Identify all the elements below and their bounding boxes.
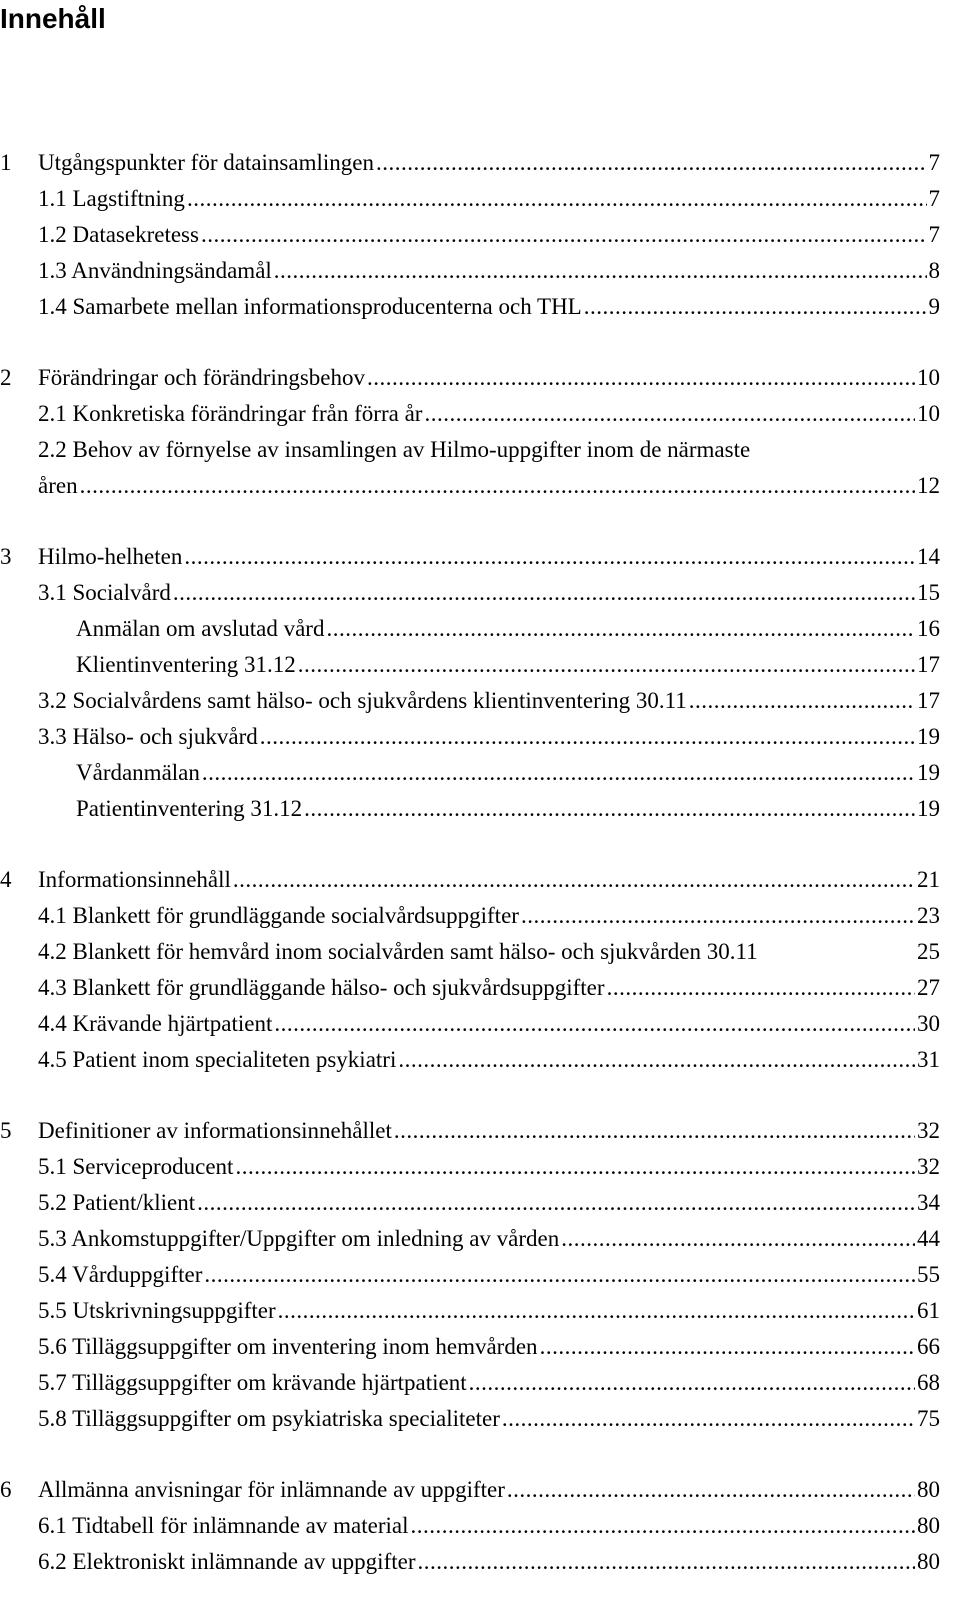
- toc-entry-body: [38, 1365, 940, 1401]
- toc-entry[interactable]: [0, 862, 940, 898]
- toc-entry-title: 5.6 Tilläggsuppgifter om inventering inom hemvården: [38, 1334, 538, 1359]
- toc-entry-body: [38, 1006, 940, 1042]
- toc-entry-title: 1.1 Lagstiftning: [38, 186, 185, 211]
- toc-entry-title: 5.8 Tilläggsuppgifter om psykiatriska specialiteter: [38, 1406, 500, 1431]
- toc-entry-body: [38, 360, 940, 396]
- toc-entry-body: [38, 217, 940, 253]
- toc-entry[interactable]: [0, 934, 940, 970]
- toc-dot-leader: [298, 647, 915, 683]
- toc-page-number: 30: [917, 1011, 940, 1036]
- toc-dot-leader: [376, 145, 927, 181]
- toc-dot-leader: [507, 1472, 915, 1508]
- toc-entry-title: Förändringar och förändringsbehov: [38, 365, 366, 390]
- toc-dot-leader: [173, 575, 915, 611]
- toc-dot-leader: [418, 1544, 916, 1580]
- toc-entry-body: [38, 862, 940, 898]
- toc-page-number: 80: [917, 1477, 940, 1502]
- toc-entry[interactable]: [0, 1149, 940, 1185]
- toc-page-number: 66: [917, 1334, 940, 1359]
- toc-entry-title: 4.5 Patient inom specialiteten psykiatri: [38, 1047, 397, 1072]
- toc-entry[interactable]: [0, 898, 940, 934]
- toc-entry-body: [38, 970, 940, 1006]
- toc-entry-body: [38, 432, 750, 468]
- toc-entry-title: 2.2 Behov av förnyelse av insamlingen av Hilmo-uppgifter inom de närmaste: [38, 437, 751, 462]
- toc-entry-body: [76, 647, 940, 683]
- toc-dot-leader: [561, 1221, 915, 1257]
- toc-page-number: 55: [917, 1262, 940, 1287]
- toc-page-number: 19: [917, 760, 940, 785]
- toc-page-number: 7: [928, 186, 940, 211]
- toc-chapter-number: 1: [0, 150, 12, 175]
- toc-entry-body: [38, 1472, 940, 1508]
- toc-dot-leader: [394, 1113, 915, 1149]
- toc-entry-title: Hilmo-helheten: [38, 544, 183, 569]
- toc-page-number: 25: [917, 939, 940, 964]
- toc-entry-body: [38, 1185, 940, 1221]
- toc-entry-title: Allmänna anvisningar för inlämnande av uppgifter: [38, 1477, 505, 1502]
- toc-page-number: 31: [917, 1047, 940, 1072]
- toc-entry-body: [38, 683, 940, 719]
- toc-dot-leader: [469, 1365, 915, 1401]
- page-title: Innehåll: [0, 3, 106, 34]
- toc-entry[interactable]: [0, 575, 940, 611]
- toc-entry[interactable]: [0, 755, 940, 791]
- toc-page-number: 68: [917, 1370, 940, 1395]
- toc-entry[interactable]: [0, 217, 940, 253]
- toc-entry[interactable]: [0, 468, 940, 504]
- toc-dot-leader: [398, 1042, 915, 1078]
- toc-entry-title: 4.4 Krävande hjärtpatient: [38, 1011, 273, 1036]
- toc-chapter-number: 5: [0, 1118, 12, 1143]
- toc-entry-title: 2.1 Konkretiska förändringar från förra år: [38, 401, 423, 426]
- toc-dot-leader: [80, 468, 915, 504]
- toc-entry-title: Vårdanmälan: [76, 760, 200, 785]
- toc-entry-body: [38, 719, 940, 755]
- toc-dot-leader: [204, 1257, 915, 1293]
- toc-page-number: 7: [928, 150, 940, 175]
- toc-page-number: 12: [917, 473, 940, 498]
- toc-entry[interactable]: [0, 253, 940, 289]
- toc-entry-body: [38, 145, 940, 181]
- toc-entry-title: 4.2 Blankett för hemvård inom socialvården samt hälso- och sjukvården 30.11: [38, 939, 758, 964]
- toc-dot-leader: [202, 755, 915, 791]
- table-of-contents: [0, 145, 940, 1580]
- toc-dot-leader: [260, 719, 915, 755]
- toc-dot-leader: [607, 970, 915, 1006]
- toc-entry-body: [76, 611, 940, 647]
- toc-entry[interactable]: [0, 1329, 940, 1365]
- toc-entry[interactable]: [0, 1257, 940, 1293]
- toc-entry-title: 1.4 Samarbete mellan informationsproducenterna och THL: [38, 294, 582, 319]
- toc-page-number: 80: [917, 1549, 940, 1574]
- toc-dot-leader: [274, 253, 927, 289]
- toc-page-number: 9: [928, 294, 940, 319]
- toc-entry[interactable]: [0, 181, 940, 217]
- toc-dot-leader: [274, 1006, 915, 1042]
- toc-entry-title: 5.4 Vårduppgifter: [38, 1262, 203, 1287]
- toc-dot-leader: [233, 862, 915, 898]
- toc-page-number: 61: [917, 1298, 940, 1323]
- toc-entry[interactable]: [0, 683, 940, 719]
- toc-entry[interactable]: [0, 1185, 940, 1221]
- toc-page-number: 32: [917, 1154, 940, 1179]
- toc-page-number: 19: [917, 796, 940, 821]
- toc-entry-body: [38, 898, 940, 934]
- toc-page-number: 23: [917, 903, 940, 928]
- toc-entry[interactable]: [0, 1544, 940, 1580]
- toc-entry-title: Klientinventering 31.12: [76, 652, 296, 677]
- toc-entry-body: [38, 468, 940, 504]
- toc-entry-body: [38, 289, 940, 325]
- toc-entry-title: 3.1 Socialvård: [38, 580, 171, 605]
- toc-dot-leader: [197, 1185, 915, 1221]
- toc-entry[interactable]: [0, 1293, 940, 1329]
- toc-page-number: 15: [917, 580, 940, 605]
- toc-entry[interactable]: [0, 719, 940, 755]
- toc-page-number: 44: [917, 1226, 940, 1251]
- toc-entry[interactable]: [0, 1401, 940, 1437]
- toc-chapter-number: 2: [0, 365, 12, 390]
- toc-dot-leader: [184, 539, 915, 575]
- toc-entry-title: Informationsinnehåll: [38, 867, 231, 892]
- toc-entry-title: åren: [38, 473, 78, 498]
- toc-page-number: 32: [917, 1118, 940, 1143]
- toc-entry-body: [76, 791, 940, 827]
- toc-entry[interactable]: [0, 360, 940, 396]
- toc-entry-body: [38, 1257, 940, 1293]
- toc-page-number: 17: [917, 688, 940, 713]
- toc-entry-body: [38, 934, 940, 970]
- toc-entry-body: [38, 539, 940, 575]
- toc-dot-leader: [278, 1293, 915, 1329]
- toc-entry[interactable]: [0, 1472, 940, 1508]
- toc-entry[interactable]: [0, 1006, 940, 1042]
- toc-dot-leader: [521, 898, 915, 934]
- toc-entry-title: Anmälan om avslutad vård: [76, 616, 325, 641]
- toc-entry-body: [38, 253, 940, 289]
- toc-page-number: 75: [917, 1406, 940, 1431]
- toc-entry[interactable]: [0, 970, 940, 1006]
- toc-entry-body: [38, 1149, 940, 1185]
- toc-dot-leader: [201, 217, 927, 253]
- toc-entry[interactable]: [0, 289, 940, 325]
- toc-dot-leader: [502, 1401, 915, 1437]
- toc-entry-title: 5.3 Ankomstuppgifter/Uppgifter om inledning av vården: [38, 1226, 560, 1251]
- toc-page-number: 14: [917, 544, 940, 569]
- toc-chapter-number: 3: [0, 544, 12, 569]
- toc-entry-body: [38, 1329, 940, 1365]
- toc-dot-leader: [187, 181, 927, 217]
- toc-entry[interactable]: [0, 396, 940, 432]
- toc-dot-leader: [689, 683, 915, 719]
- toc-entry-body: [38, 575, 940, 611]
- toc-entry[interactable]: [0, 1365, 940, 1401]
- toc-dot-leader: [410, 1508, 915, 1544]
- toc-entry[interactable]: [0, 539, 940, 575]
- toc-entry-title: 5.5 Utskrivningsuppgifter: [38, 1298, 276, 1323]
- toc-dot-leader: [540, 1329, 915, 1365]
- toc-chapter-number: 4: [0, 867, 12, 892]
- toc-entry-body: [38, 1401, 940, 1437]
- toc-entry-title: 4.1 Blankett för grundläggande socialvårdsuppgifter: [38, 903, 519, 928]
- toc-entry[interactable]: [0, 611, 940, 647]
- toc-entry-body: [38, 1221, 940, 1257]
- toc-entry-body: [38, 1113, 940, 1149]
- toc-entry[interactable]: [0, 647, 940, 683]
- toc-entry-title: 6.1 Tidtabell för inlämnande av material: [38, 1513, 409, 1538]
- toc-entry-title: 4.3 Blankett för grundläggande hälso- och sjukvårdsuppgifter: [38, 975, 605, 1000]
- toc-page-number: 7: [928, 222, 940, 247]
- toc-page-number: 17: [917, 652, 940, 677]
- toc-entry-body: [38, 1508, 940, 1544]
- toc-entry[interactable]: [0, 1113, 940, 1149]
- toc-dot-leader: [304, 791, 915, 827]
- toc-entry[interactable]: [0, 1042, 940, 1078]
- toc-page-number: 27: [917, 975, 940, 1000]
- toc-dot-leader: [584, 289, 927, 325]
- toc-dot-leader: [235, 1149, 915, 1185]
- toc-entry-title: Definitioner av informationsinnehållet: [38, 1118, 392, 1143]
- toc-chapter-number: 6: [0, 1477, 12, 1502]
- toc-entry-body: [76, 755, 940, 791]
- toc-entry[interactable]: [0, 1508, 940, 1544]
- toc-page-number: 19: [917, 724, 940, 749]
- toc-entry-body: [38, 181, 940, 217]
- toc-entry-title: Utgångspunkter för datainsamlingen: [38, 150, 374, 175]
- toc-entry-title: 1.3 Användningsändamål: [38, 258, 272, 283]
- toc-entry-title: 5.7 Tilläggsuppgifter om krävande hjärtpatient: [38, 1370, 467, 1395]
- toc-entry-title: 5.2 Patient/klient: [38, 1190, 196, 1215]
- toc-entry-body: [38, 396, 940, 432]
- toc-entry[interactable]: [0, 432, 940, 468]
- toc-page-number: 34: [917, 1190, 940, 1215]
- toc-page-number: 8: [928, 258, 940, 283]
- toc-page-number: 21: [917, 867, 940, 892]
- toc-page-number: 80: [917, 1513, 940, 1538]
- toc-entry-body: [38, 1544, 940, 1580]
- toc-page-number: 10: [917, 365, 940, 390]
- toc-entry-body: [38, 1293, 940, 1329]
- toc-entry-title: 5.1 Serviceproducent: [38, 1154, 234, 1179]
- toc-page-number: 10: [917, 401, 940, 426]
- toc-entry-title: 1.2 Datasekretess: [38, 222, 199, 247]
- toc-entry[interactable]: [0, 145, 940, 181]
- toc-entry-title: 3.2 Socialvårdens samt hälso- och sjukvårdens klientinventering 30.11: [38, 688, 687, 713]
- toc-entry-title: 3.3 Hälso- och sjukvård: [38, 724, 258, 749]
- toc-entry-body: [38, 1042, 940, 1078]
- toc-entry[interactable]: [0, 1221, 940, 1257]
- toc-dot-leader: [326, 611, 915, 647]
- toc-entry-title: 6.2 Elektroniskt inlämnande av uppgifter: [38, 1549, 416, 1574]
- toc-dot-leader: [424, 396, 915, 432]
- toc-entry-title: Patientinventering 31.12: [76, 796, 303, 821]
- toc-dot-leader: [367, 360, 915, 396]
- toc-page-number: 16: [917, 616, 940, 641]
- toc-entry[interactable]: [0, 791, 940, 827]
